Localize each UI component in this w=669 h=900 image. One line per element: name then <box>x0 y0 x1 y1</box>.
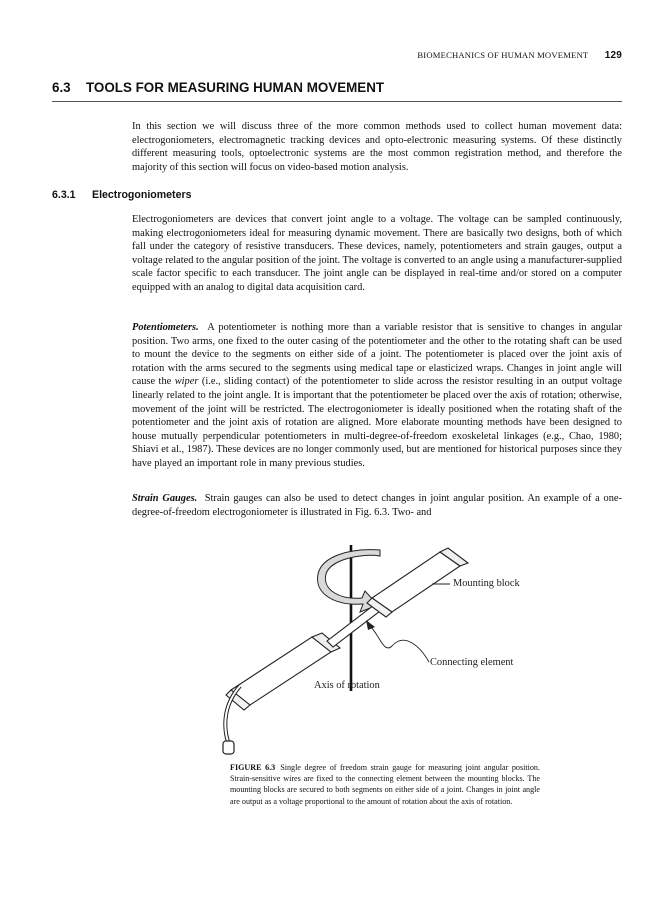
section-number: 6.3 <box>52 80 71 95</box>
cable-connector <box>223 741 234 754</box>
subsection-heading <box>52 189 192 201</box>
running-head <box>52 50 622 61</box>
potentiometers-text-b: (i.e., sliding contact) of the potentiometer to slide across the resistor resulting in an output voltage linearly related to the joint angle. It is important that the potentiometer be placed over the axis of rotation; otherwise, movement of the joint will be restricted. The electrogoniometer is ideally positioned when the rotating shaft of the potentiometer and the joint axis of rotation are aligned. More elaborate mounting methods have been designed to house mutually perpendicular potentiometers in multi-degree-of-freedom exoskeletal linkages (e.g., Chao, 1980; Shiavi et al., 1987). These devices are no longer commonly used, but are mentioned for historical purposes since they have played an important role in many previous studies. <box>132 376 622 469</box>
intro-paragraph: In this section we will discuss three of the more common methods used to collect human movement data: electrogoniometers, electromagnetic tracking devices and opto-electronic measuring systems. Of these distinctly different measuring tools, optoelectronic systems are the most common registration method, and therefore the majority of this section will focus on video-based motion analysis. <box>132 121 622 173</box>
potentiometers-runin: Potentiometers. <box>132 322 199 333</box>
figure-caption <box>230 762 540 807</box>
electrogoniometer-paragraph: Electrogoniometers are devices that convert joint angle to a voltage. The voltage can be sampled continuously, making electrogoniometers ideal for measuring dynamic movement. There are basically two designs, both of which fall under the category of resistive transducers. These devices, namely, potentiometers and strain gauges, output a voltage related to the angular position of the joint. The voltage is converted to an angle using a manufacturer-supplied scale factor specific to each transducer. The joint angle can be displayed in real-time and/or stored on a computer equipped with an analog to digital data acquisition card. <box>132 214 622 293</box>
connecting-element-arrowhead <box>366 620 375 630</box>
strain-gauge-figure <box>210 542 550 762</box>
figure-caption-label: FIGURE 6.3 <box>230 763 276 772</box>
label-connecting-element: Connecting element <box>430 657 514 668</box>
subsection-title: Electrogoniometers <box>92 189 192 201</box>
section-heading <box>52 80 622 102</box>
label-axis-of-rotation: Axis of rotation <box>314 680 380 691</box>
connecting-element-leader <box>370 626 429 662</box>
lower-mounting-block <box>226 633 340 710</box>
running-head-title: BIOMECHANICS OF HUMAN MOVEMENT <box>417 50 589 60</box>
wiper-term: wiper <box>174 376 199 388</box>
page-number: 129 <box>604 50 622 61</box>
section-title: TOOLS FOR MEASURING HUMAN MOVEMENT <box>86 80 385 95</box>
potentiometers-paragraph <box>132 321 622 471</box>
strain-gauges-runin: Strain Gauges. <box>132 493 198 504</box>
label-mounting-block: Mounting block <box>453 578 520 589</box>
figure-caption-text: Single degree of freedom strain gauge for measuring joint angular position. Strain-sensitive wires are fixed to the connecting element between the mounting blocks. The mounting blocks are secured to both segments on either side of a joint. Changes in joint angle are output as a voltage proportional to the amount of rotation about the axis of rotation. <box>230 763 540 806</box>
strain-gauges-text: Strain gauges can also be used to detect changes in joint angular position. An example of a one-degree-of-freedom electrogoniometer is illustrated in Fig. 6.3. Two- and <box>132 493 622 518</box>
subsection-number: 6.3.1 <box>52 189 76 201</box>
potentiometers-text-a: A potentiometer is nothing more than a variable resistor that is sensitive to changes in angular position. Two arms, one fixed to the outer casing of the potentiometer and the other to the rotating shaft can be used to mount the device to the segments on either side of a joint. The potentiometer is placed over the joint axis of rotation with the arms secured to the segments using medical tape or elasticized wraps. Changes in joint angle will cause the <box>132 322 622 388</box>
strain-gauges-paragraph <box>132 492 622 519</box>
